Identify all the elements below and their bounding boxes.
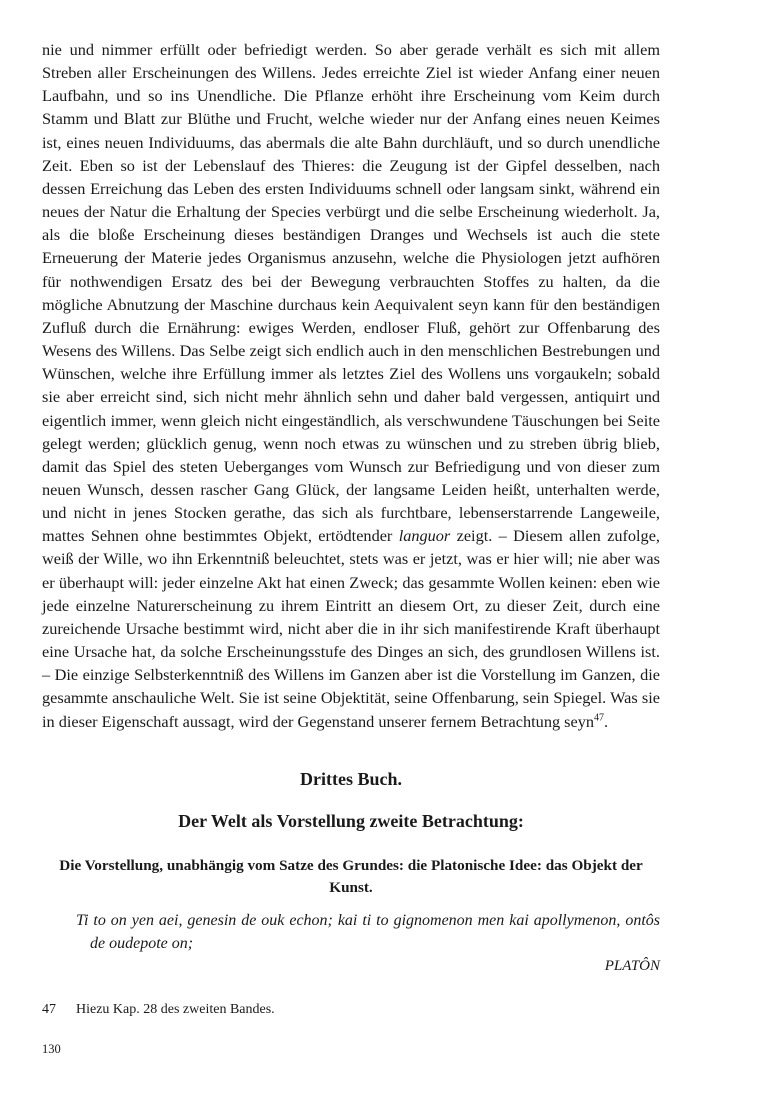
motto-author: PLATÔN xyxy=(604,957,660,974)
italic-word: languor xyxy=(398,526,451,546)
section-subtitle: Die Vorstellung, unabhängig vom Satze des Grundes: die Platonische Idee: das Objekt der Kunst. xyxy=(59,856,643,896)
paragraph-text: nie und nimmer erfüllt oder befriedigt werden. So aber gerade verhält es sich mit allem Streben aller Erscheinungen des Willens. Jedes erreichte Ziel ist wieder Anfang einer neuen Laufbahn, und so ins Unendliche. Die Pflanze erhöht ihre Erscheinung vom Keim durch Stamm und Blatt zur Blüthe und Frucht, welche wieder nur der Anfang eines neuen Keimes ist, eines neuen Individuums, das abermals die alte Bahn durchläuft, und so durch unendliche Zeit. Eben so ist der Lebenslauf des Thieres: die Zeugung ist der Gipfel desselben, nach dessen Erreichung das Leben des ersten Individuums schnell oder langsam sinkt, während ein neues der Natur die Erhaltung der Species verbürgt und die selbe Erscheinung wiederholt. Ja, als die bloße Erscheinung dieses beständigen Dranges und Wechsels ist auch die stete Erneuerung der Materie jedes Organismus anzusehn, welche die Physiologen jetzt aufhören für nothwendigen Ersatz des bei der Bewegung verbrauchten Stoffes zu halten, da die mögliche Abnutzung der Maschine durchaus kein Aequivalent seyn kann für den beständigen Zufluß durch die Ernährung: ewiges Werden, endloser Fluß, gehört zur Offenbarung des Wesens des Willens. Das Selbe zeigt sich endlich auch in den menschlichen Bestrebungen und Wünschen, welche ihre Erfüllung immer als letztes Ziel des Wollens uns vorgaukeln; sobald sie aber erreicht sind, sich nicht mehr ähnlich sehn und daher bald vergessen, antiquirt und eigentlich immer, wenn gleich nicht eingeständlich, als verschwundene Täuschungen bei Seite gelegt werden; glücklich genug, wenn noch etwas zu wünschen und zu streben übrig blieb, damit das Spiel des steten Ueberganges vom Wunsch zur Befriedigung und von dieser zum neuen Wunsch, dessen rascher Gang Glück, der langsame Leiden heißt, unterhalten werde, und nicht in jenes Stocken gerathe, das sich als furchtbare, lebenserstarrende Langeweile, mattes Sehnen ohne bestimmtes Objekt, ertödtender xyxy=(42,40,660,546)
footnote-reference[interactable]: 47 xyxy=(594,712,605,724)
body-paragraph xyxy=(42,38,660,733)
book-title: Drittes Buch. xyxy=(300,768,402,789)
footnote-text: Hiezu Kap. 28 des zweiten Bandes. xyxy=(76,1002,275,1017)
paragraph-continuation: zeigt. – Diesem allen zufolge, weiß der Wille, wo ihn Erkenntniß beleuchtet, stets was er jetzt, was er hier will; nie aber was er überhaupt will: jeder einzelne Akt hat einen Zweck; das gesammte Wollen keinen: eben wie jede einzelne Naturerscheinung zu ihrem Eintritt an diesem Ort, zu dieser Zeit, durch eine zureichende Ursache bestimmt wird, nicht aber die in ihr sich manifestirende Kraft überhaupt eine Ursache hat, da solche Erscheinungsstufe des Dinges an sich, des grundlosen Willens ist. – Die einzige Selbsterkenntniß des Willens im Ganzen aber ist die Vorstellung im Ganzen, die gesammte anschauliche Welt. Sie ist seine Objektität, seine Offenbarung, sein Spiegel. Was sie in dieser Eigenschaft aussagt, wird der Gegenstand unserer fernem Betrachtung seyn xyxy=(42,526,660,731)
part-title: Der Welt als Vorstellung zweite Betrachtung: xyxy=(178,810,524,831)
page-number: 130 xyxy=(42,1042,61,1056)
end-punctuation: . xyxy=(604,711,609,731)
motto-quote: Ti to on yen aei, genesin de ouk echon; kai ti to gignomenon men kai apollymenon, ontôs de oudepote on; xyxy=(76,911,660,952)
page-content xyxy=(42,38,660,977)
footnote-number: 47 xyxy=(42,1002,56,1017)
footnote xyxy=(42,1000,275,1020)
